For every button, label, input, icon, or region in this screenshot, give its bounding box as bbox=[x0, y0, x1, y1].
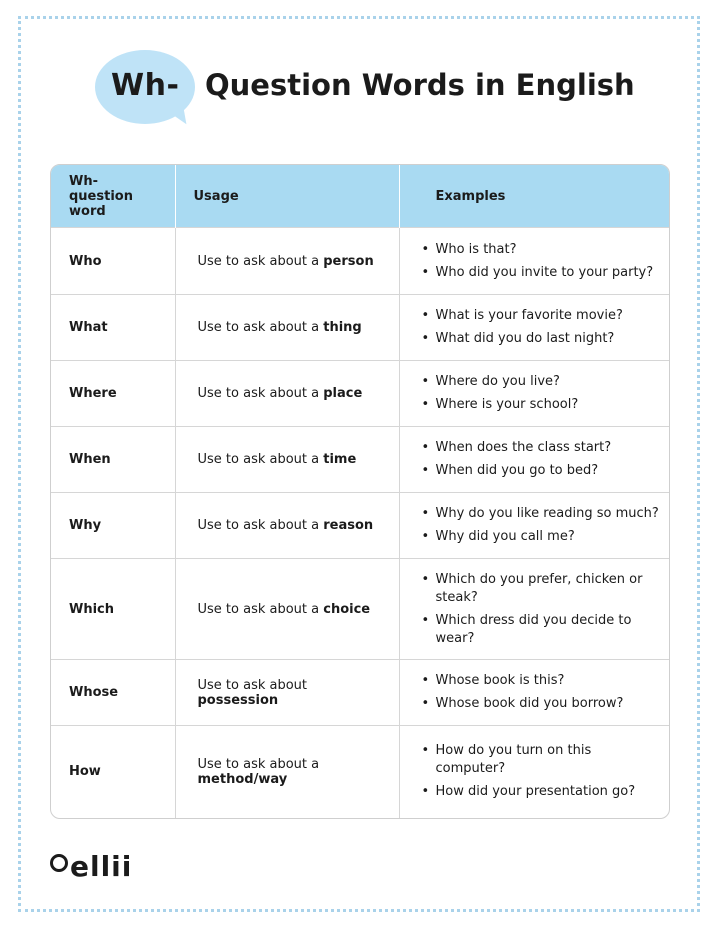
usage-prefix: Use to ask about a bbox=[197, 518, 324, 533]
table-row bbox=[51, 559, 670, 660]
usage-keyword: choice bbox=[323, 601, 371, 617]
example-item: • Who did you invite to your party? bbox=[422, 264, 662, 282]
example-item: • Which do you prefer, chicken or steak? bbox=[422, 571, 662, 607]
usage-keyword: thing bbox=[323, 320, 362, 335]
example-item: • When does the class start? bbox=[422, 439, 662, 457]
question-word-cell: Whose bbox=[51, 660, 175, 726]
usage-prefix: Use to ask about a bbox=[197, 320, 324, 335]
table-header-row bbox=[51, 165, 670, 228]
usage-cell bbox=[175, 493, 399, 559]
examples-cell bbox=[399, 559, 670, 660]
example-item: • Why do you like reading so much? bbox=[422, 505, 662, 523]
example-item: • Which dress did you decide to wear? bbox=[422, 612, 662, 648]
example-item: • How did your presentation go? bbox=[422, 783, 662, 801]
examples-list bbox=[422, 571, 662, 648]
usage-keyword: method bbox=[197, 771, 254, 787]
usage-cell bbox=[175, 361, 399, 427]
examples-list bbox=[422, 307, 662, 348]
question-word-cell: What bbox=[51, 295, 175, 361]
example-item: • Who is that? bbox=[422, 241, 662, 259]
example-item: • What is your favorite movie? bbox=[422, 307, 662, 325]
usage-prefix: Use to ask about a bbox=[197, 386, 324, 401]
example-item: • Whose book did you borrow? bbox=[422, 695, 662, 713]
example-item: • Whose book is this? bbox=[422, 672, 662, 690]
usage-cell bbox=[175, 559, 399, 660]
table-row bbox=[51, 660, 670, 726]
usage-keyword: reason bbox=[323, 518, 374, 533]
speech-bubble-tail bbox=[166, 107, 187, 128]
table-row bbox=[51, 295, 670, 361]
examples-cell bbox=[399, 427, 670, 493]
usage-prefix: Use to ask about a bbox=[197, 452, 324, 467]
usage-keyword: place bbox=[323, 386, 363, 401]
examples-list bbox=[422, 505, 662, 546]
examples-cell bbox=[399, 660, 670, 726]
column-header-word: Wh- question word bbox=[51, 165, 175, 228]
table-row bbox=[51, 228, 670, 295]
question-words-table bbox=[50, 164, 670, 819]
examples-list bbox=[422, 373, 662, 414]
title-row bbox=[95, 50, 655, 130]
table-row bbox=[51, 361, 670, 427]
usage-prefix: Use to ask about a bbox=[197, 601, 324, 617]
usage-prefix: Use to ask about a bbox=[197, 253, 324, 269]
examples-cell bbox=[399, 493, 670, 559]
table-row bbox=[51, 427, 670, 493]
usage-cell bbox=[175, 726, 399, 818]
logo-text: ellii bbox=[70, 850, 133, 883]
question-word-cell: Why bbox=[51, 493, 175, 559]
table-row bbox=[51, 726, 670, 818]
usage-cell bbox=[175, 660, 399, 726]
example-item: • What did you do last night? bbox=[422, 330, 662, 348]
lightbulb-icon bbox=[50, 854, 68, 872]
usage-prefix: Use to ask about bbox=[197, 677, 308, 693]
examples-list bbox=[422, 742, 662, 801]
examples-cell bbox=[399, 361, 670, 427]
example-item: • Why did you call me? bbox=[422, 528, 662, 546]
usage-suffix: /way bbox=[253, 771, 288, 787]
page-title: Question Words in English bbox=[205, 68, 635, 102]
usage-keyword: person bbox=[323, 253, 374, 269]
column-header-usage: Usage bbox=[175, 165, 399, 228]
example-item: • Where is your school? bbox=[422, 396, 662, 414]
usage-prefix: Use to ask about a bbox=[197, 756, 320, 772]
usage-keyword: time bbox=[323, 452, 357, 467]
ellii-logo bbox=[50, 850, 132, 883]
usage-cell bbox=[175, 295, 399, 361]
table-row bbox=[51, 493, 670, 559]
column-header-examples: Examples bbox=[399, 165, 670, 228]
question-word-cell: Where bbox=[51, 361, 175, 427]
examples-cell bbox=[399, 228, 670, 295]
question-word-cell: Who bbox=[51, 228, 175, 295]
examples-list bbox=[422, 241, 662, 282]
examples-list bbox=[422, 439, 662, 480]
question-word-cell: How bbox=[51, 726, 175, 818]
examples-list bbox=[422, 672, 662, 713]
example-item: • When did you go to bed? bbox=[422, 462, 662, 480]
question-word-cell: Which bbox=[51, 559, 175, 660]
examples-cell bbox=[399, 726, 670, 818]
wh-label: Wh- bbox=[111, 68, 180, 103]
usage-keyword: possession bbox=[197, 692, 279, 708]
usage-cell bbox=[175, 228, 399, 295]
examples-cell bbox=[399, 295, 670, 361]
question-word-cell: When bbox=[51, 427, 175, 493]
example-item: • How do you turn on this computer? bbox=[422, 742, 662, 778]
usage-cell bbox=[175, 427, 399, 493]
example-item: • Where do you live? bbox=[422, 373, 662, 391]
